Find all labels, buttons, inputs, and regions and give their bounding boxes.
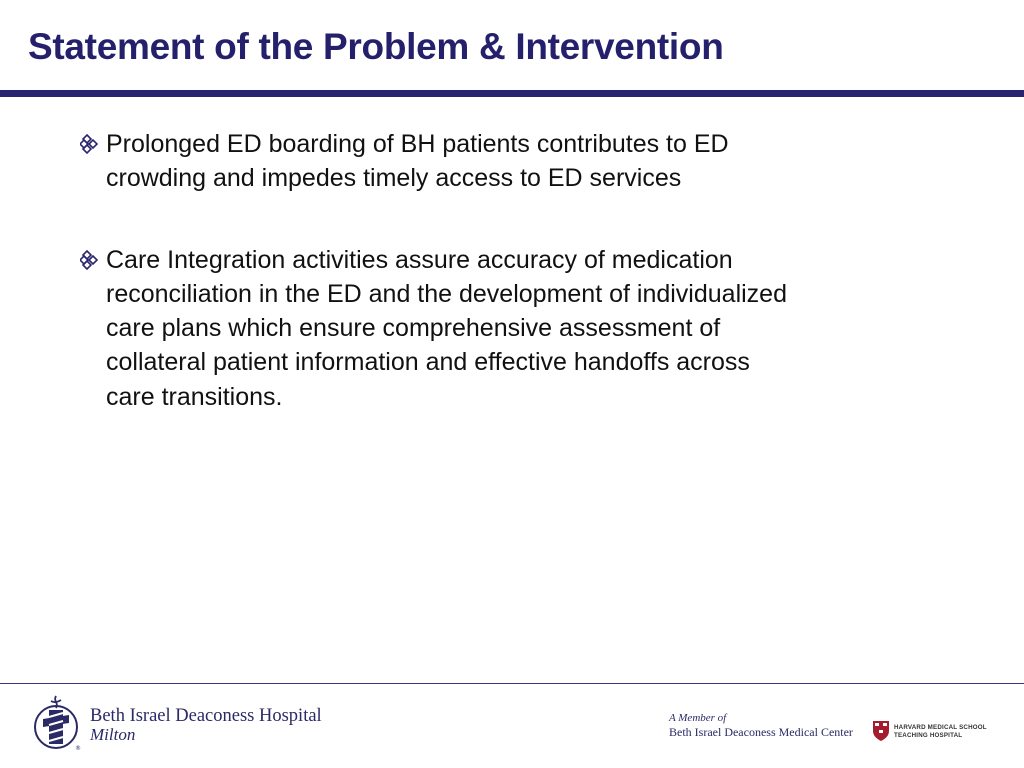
bullet-item [80,243,800,414]
diamond-quad-bullet-icon [80,250,104,270]
hospital-name: Beth Israel Deaconess Hospital [90,706,322,726]
hospital-logo [32,693,352,753]
bullet-list [80,127,800,461]
bullet-text: Prolonged ED boarding of BH patients contributes to ED crowding and impedes timely access to ED services [106,130,729,193]
title-divider [0,90,1024,97]
bullet-item [80,127,800,196]
hospital-emblem-icon [32,693,82,751]
affiliation-line-1: HARVARD MEDICAL SCHOOL [894,724,987,731]
footer-divider [0,683,1024,684]
member-affiliation [669,712,853,739]
hospital-location: Milton [90,725,136,744]
diamond-quad-bullet-icon [80,134,104,154]
bullet-text: Care Integration activities assure accuracy of medication reconciliation in the ED and the development of individualized care plans which ensure comprehensive assessment of collateral patient information and effective handoffs across care transitions. [106,245,787,411]
affiliation-line-2: TEACHING HOSPITAL [894,731,963,739]
member-organization: Beth Israel Deaconess Medical Center [669,725,853,739]
slide-title: Statement of the Problem & Intervention [28,26,724,67]
member-prefix: A Member of [669,712,727,724]
harvard-shield-icon [872,720,890,742]
svg-text:®: ® [75,745,81,751]
harvard-affiliation [872,720,1002,744]
